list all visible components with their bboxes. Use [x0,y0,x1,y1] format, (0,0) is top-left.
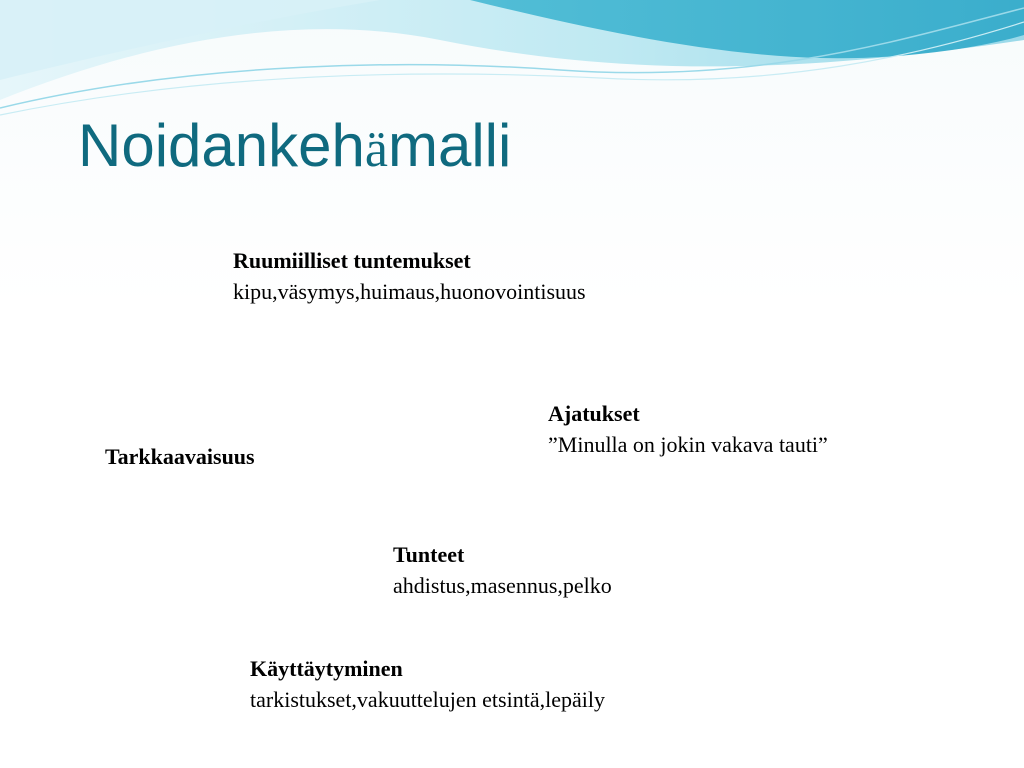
block-detail: kipu,väsymys,huimaus,huonovointisuus [233,279,586,304]
block-heading: Ruumiilliset tuntemukset [233,248,471,273]
block-heading: Tarkkaavaisuus [105,444,255,469]
block-behavior [250,653,605,715]
block-feelings [393,539,612,601]
slide-title [78,112,512,179]
title-part-1: Noidankeh [78,112,365,179]
block-heading: Tunteet [393,542,465,567]
block-detail: tarkistukset,vakuuttelujen etsintä,lepäily [250,687,605,712]
block-detail: ahdistus,masennus,pelko [393,573,612,598]
block-heading: Ajatukset [548,401,640,426]
block-attention [105,441,255,472]
block-physical-sensations [233,245,586,307]
decorative-wave-header [0,0,1024,130]
title-part-3: malli [387,112,512,179]
block-thoughts [548,398,828,460]
block-detail: ”Minulla on jokin vakava tauti” [548,432,828,457]
block-heading: Käyttäytyminen [250,656,403,681]
title-part-2: ä [364,121,388,178]
